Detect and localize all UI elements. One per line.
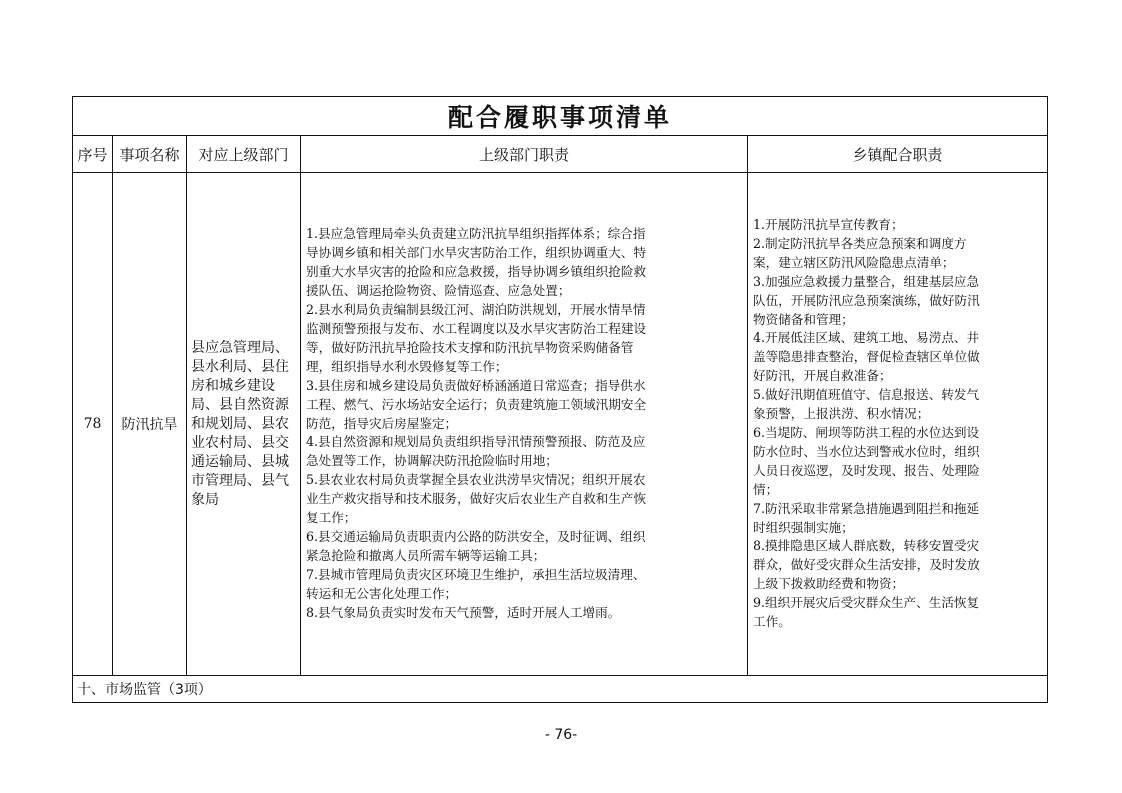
- town-duty-line: 工作。: [753, 614, 791, 630]
- town-duty-line: 2.制定防汛抗旱各类应急预案和调度方: [753, 235, 967, 251]
- upper-duty-line: 急处置等工作，协调解决防汛抢险临时用地；: [306, 453, 558, 469]
- town-duty-line: 好防汛，开展自救准备；: [753, 368, 892, 384]
- upper-duty-line: 6.县交通运输局负责职责内公路的防洪安全，及时征调、组织: [306, 528, 646, 544]
- table-title: 配合履职事项清单: [73, 97, 1048, 136]
- upper-duty-line: 工程、燃气、污水场站安全运行；负责建筑施工领域汛期安全: [306, 396, 647, 412]
- town-duty-line: 8.摸排隐患区域人群底数，转移安置受灾: [753, 538, 980, 554]
- town-duty-line: 象预警，上报洪涝、积水情况；: [753, 406, 930, 422]
- row-item-name: 防汛抗旱: [113, 173, 187, 676]
- town-duty-line: 6.当堤防、闸坝等防洪工程的水位达到设: [753, 425, 980, 440]
- town-duty-line: 7.防汛采取非常紧急措施遇到阻拦和拖延: [753, 500, 980, 516]
- upper-duty-line: 等，做好防汛抗旱抢险技术支撑和防汛抗旱物资采购储备管: [306, 339, 634, 355]
- header-number: 序号: [73, 136, 113, 173]
- town-duty-line: 5.做好汛期值班值守、信息报送、转发气: [753, 387, 980, 403]
- row-number: 78: [73, 173, 113, 676]
- row-departments: 县应急管理局、县水利局、县住房和城乡建设局、县自然资源和规划局、县农业农村局、县交通运输局、县城市管理局、县气象局: [187, 173, 301, 676]
- upper-duty-line: 2.县水利局负责编制县级江河、湖泊防洪规划，开展水情旱情: [306, 302, 646, 318]
- upper-duty-line: 监测预警预报与发布、水工程调度以及水旱灾害防治工程建设: [306, 321, 647, 337]
- table-row: [73, 173, 1048, 676]
- upper-duty-line: 防范，指导灾后房屋鉴定；: [306, 415, 458, 431]
- header-row: [73, 136, 1048, 173]
- upper-duty-line: 理，组织指导水利水毁修复等工作；: [306, 358, 508, 374]
- town-duty-line: 1.开展防汛抗旱宣传教育；: [753, 217, 904, 233]
- upper-duty-line: 3.县住房和城乡建设局负责做好桥涵涵道日常巡查；指导供水: [306, 377, 646, 393]
- town-duty-line: 4.开展低洼区域、建筑工地、易涝点、井: [753, 330, 980, 346]
- row-upper-duties: [301, 173, 748, 676]
- upper-duties-list: [306, 225, 742, 622]
- upper-duty-line: 业生产救灾指导和技术服务，做好灾后农业生产自救和生产恢: [306, 491, 647, 507]
- town-duty-line: 队伍，开展防汛应急预案演练，做好防汛: [753, 292, 980, 308]
- page-number: - 76-: [544, 727, 578, 743]
- upper-duty-line: 转运和无公害化处理工作；: [306, 585, 458, 601]
- header-department: 对应上级部门: [187, 136, 301, 173]
- row-town-duties: [748, 173, 1048, 676]
- town-duty-line: 3.加强应急救援力量整合，组建基层应急: [753, 273, 980, 289]
- upper-duty-line: 7.县城市管理局负责灾区环境卫生维护，承担生活垃圾清理、: [306, 566, 646, 582]
- upper-duty-line: 复工作；: [306, 510, 357, 526]
- town-duty-line: 群众，做好受灾群众生活安排，及时发放: [753, 557, 980, 573]
- upper-duty-line: 8.县气象局负责实时发布天气预警，适时开展人工增雨。: [306, 604, 621, 620]
- upper-duty-line: 导协调乡镇和相关部门水旱灾害防治工作，组织协调重大、特: [306, 245, 647, 261]
- town-duty-line: 上级下拨救助经费和物资；: [753, 576, 905, 592]
- upper-duty-line: 4.县自然资源和规划局负责组织指导汛情预警预报、防范及应: [306, 434, 646, 450]
- upper-duty-line: 别重大水旱灾害的抢险和应急救援，指导协调乡镇组织抢险救: [306, 264, 647, 280]
- town-duty-line: 物资储备和管理；: [753, 311, 854, 327]
- upper-duty-line: 紧急抢险和撤离人员所需车辆等运输工具；: [306, 547, 546, 563]
- town-duty-line: 情；: [753, 481, 779, 497]
- town-duty-line: 时组织强制实施；: [753, 519, 854, 535]
- town-duty-line: 案，建立辖区防汛风险隐患点清单；: [753, 254, 955, 270]
- upper-duty-line: 1.县应急管理局牵头负责建立防汛抗旱组织指挥体系；综合指: [306, 226, 646, 242]
- header-town-duties: 乡镇配合职责: [748, 136, 1048, 173]
- town-duty-line: 盖等隐患排查整治，督促检查辖区单位做: [753, 349, 980, 365]
- section-heading: 十、市场监管（3项）: [73, 676, 1048, 703]
- header-upper-duties: 上级部门职责: [301, 136, 748, 173]
- town-duty-line: 9.组织开展灾后受灾群众生产、生活恢复: [753, 595, 980, 611]
- duty-list-table: [72, 96, 1048, 703]
- town-duty-line: 人员日夜巡逻，及时发现、报告、处理险: [753, 462, 980, 478]
- upper-duty-line: 援队伍、调运抢险物资、险情巡查、应急处置；: [306, 283, 571, 299]
- header-item-name: 事项名称: [113, 136, 187, 173]
- town-duties-list: [753, 216, 1042, 632]
- upper-duty-line: 5.县农业农村局负责掌握全县农业洪涝旱灾情况；组织开展农: [306, 472, 646, 488]
- town-duty-line: 防水位时、当水位达到警戒水位时，组织: [753, 443, 980, 459]
